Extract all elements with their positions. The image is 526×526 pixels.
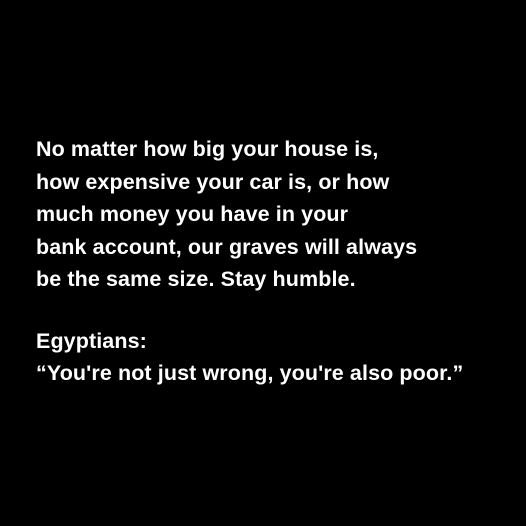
quote-line: be the same size. Stay humble. <box>36 267 356 291</box>
response-text: “You're not just wrong, you're also poor.” <box>36 361 464 385</box>
quote-line: No matter how big your house is, <box>36 137 379 161</box>
quote-line: how expensive your car is, or how <box>36 169 390 194</box>
quote-line: much money you have in your <box>36 202 349 226</box>
meme-text <box>36 133 516 390</box>
quote-line: bank account, our graves will always <box>36 234 418 259</box>
response-speaker: Egyptians: <box>36 328 147 353</box>
paragraph-spacer <box>36 296 516 325</box>
